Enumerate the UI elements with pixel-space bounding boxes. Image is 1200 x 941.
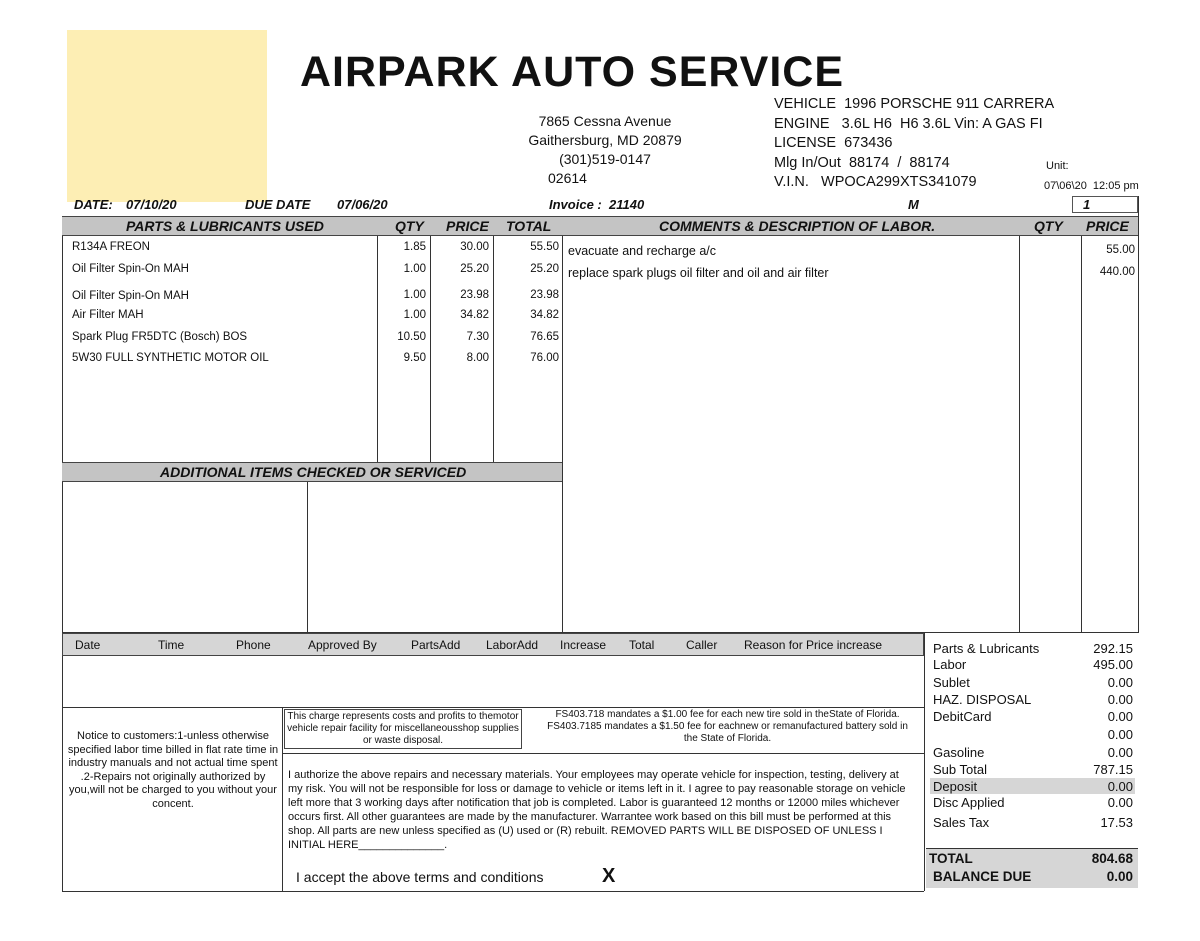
grid-line <box>430 236 431 462</box>
vehicle-line: VEHICLE 1996 PORSCHE 911 CARRERA <box>774 96 1055 112</box>
labor-price: 55.00 <box>1106 244 1135 256</box>
grand-total-label: TOTAL <box>929 851 973 866</box>
address-line: Gaithersburg, MD 20879 <box>528 132 682 148</box>
address-line: (301)519-0147 <box>559 151 651 167</box>
total-value: 292.15 <box>1093 641 1133 656</box>
due-date-label: DUE DATE <box>245 197 311 212</box>
part-qty: 9.50 <box>403 352 426 364</box>
unit-stamp: 07\06\20 12:05 pm <box>1044 180 1139 192</box>
total-label: Sub Total <box>933 762 987 777</box>
part-total: 76.00 <box>530 352 559 364</box>
part-qty: 1.00 <box>403 263 426 275</box>
grid-line <box>62 236 63 633</box>
part-total: 76.65 <box>530 331 559 343</box>
total-label: DebitCard <box>933 709 992 724</box>
part-desc: Air Filter MAH <box>72 309 144 321</box>
vin-line: V.I.N. WPOCA299XTS341079 <box>774 174 977 190</box>
authorization-text: I authorize the above repairs and necessary materials. Your employees may operate vehicle for inspection, testing, delivery at my risk. You will not be responsible for loss or damage to vehicle or items left in it. I agree to pay reasonable storage on vehicle left more that 3 working days after notification that job is completed. Labor is guaranteed 12 months or 12000 miles whichever occurs first. All other guarantees are made by the manufacturer. Warrantee work based on this bill must be performed at this shop. All parts are new unless specified as (U) used or (R) rebuilt. REMOVED PARTS WILL BE DISPOSED OF UNLESS I INITIAL HERE______________. <box>288 769 906 851</box>
total-value: 0.00 <box>1107 795 1133 810</box>
part-desc: R134A FREON <box>72 241 150 253</box>
balance-due-label: BALANCE DUE <box>933 869 1032 884</box>
parts-header-title: PARTS & LUBRICANTS USED <box>126 218 324 234</box>
date-label: DATE: <box>74 197 113 212</box>
total-label: Disc Applied <box>933 795 1005 810</box>
grid-line <box>62 891 924 892</box>
col-parts-add: PartsAdd <box>411 638 461 652</box>
shop-address <box>500 112 710 188</box>
part-qty: 1.85 <box>403 241 426 253</box>
col-approved-by: Approved By <box>308 638 377 652</box>
total-label: Labor <box>933 657 967 672</box>
part-total: 55.50 <box>530 241 559 253</box>
col-total: Total <box>629 638 655 652</box>
parts-price-header: PRICE <box>446 218 489 234</box>
grid-line <box>1081 236 1082 633</box>
invoice-date: 07/10/20 <box>126 197 177 212</box>
invoice-number: 21140 <box>609 197 645 212</box>
labor-desc: replace spark plugs oil filter and oil and air filter <box>568 266 829 280</box>
part-desc: Spark Plug FR5DTC (Bosch) BOS <box>72 331 248 343</box>
part-qty: 1.00 <box>403 309 426 321</box>
total-value: 0.00 <box>1107 692 1133 707</box>
invoice-label: Invoice : <box>549 197 602 212</box>
part-total: 34.82 <box>530 309 559 321</box>
count-box: 1 <box>1072 196 1138 213</box>
unit-label: Unit: <box>1046 160 1069 172</box>
total-value: 0.00 <box>1107 727 1133 742</box>
col-increase: Increase <box>560 638 607 652</box>
part-desc: Oil Filter Spin-On MAH <box>72 263 189 275</box>
grid-line <box>1019 236 1020 633</box>
part-qty: 10.50 <box>397 331 426 343</box>
vehicle-info <box>774 95 1054 193</box>
engine-line: ENGINE 3.6L H6 H6 3.6L Vin: A GAS FI <box>774 115 1043 132</box>
col-date: Date <box>75 638 101 652</box>
grid-line <box>924 633 925 891</box>
part-price: 34.82 <box>460 309 489 321</box>
labor-price: 440.00 <box>1099 266 1135 278</box>
part-desc: Oil Filter Spin-On MAH <box>72 290 189 302</box>
part-price: 23.98 <box>460 289 489 301</box>
parts-total-header: TOTAL <box>506 218 552 234</box>
part-price: 8.00 <box>466 352 489 364</box>
part-total: 23.98 <box>530 289 559 301</box>
additional-items-title: ADDITIONAL ITEMS CHECKED OR SERVICED <box>160 464 467 480</box>
total-label: Sublet <box>933 675 970 690</box>
total-value: 17.53 <box>1100 815 1133 830</box>
grid-line <box>377 236 378 462</box>
part-total: 25.20 <box>530 263 559 275</box>
total-value: 0.00 <box>1107 709 1133 724</box>
signature-mark: X <box>602 865 616 887</box>
grid-line <box>62 707 924 708</box>
col-labor-add: LaborAdd <box>486 638 539 652</box>
total-value: 495.00 <box>1093 657 1133 672</box>
part-price: 25.20 <box>460 263 489 275</box>
grid-line <box>282 753 924 754</box>
total-value: 0.00 <box>1107 675 1133 690</box>
grid-line <box>562 236 563 633</box>
balance-due-value: 0.00 <box>1106 869 1133 884</box>
sticky-note <box>67 30 267 202</box>
unit-info <box>1046 156 1139 196</box>
address-line: 7865 Cessna Avenue <box>538 113 672 129</box>
col-reason: Reason for Price increase <box>744 638 883 652</box>
col-time: Time <box>158 638 185 652</box>
grid-line <box>926 848 1138 849</box>
shop-name: AIRPARK AUTO SERVICE <box>300 48 845 96</box>
charge-note: This charge represents costs and profits to themotor vehicle repair facility for miscellaneousshop supplies or waste disposal. <box>284 709 522 749</box>
m-flag: M <box>908 197 919 212</box>
part-price: 30.00 <box>460 241 489 253</box>
customer-notice: Notice to customers:1-unless otherwise specified labor time billed in flat rate time in industry manuals and not actual time spent .2-Repairs not originally authorized by you,will not be charged to you without your concent. <box>67 730 279 810</box>
tire-fee-note: FS403.718 mandates a $1.00 fee for each new tire sold in theState of Florida. FS403.7185 mandates a $1.50 fee for eachnew or remanufactured battery sold in the State of Florida. <box>547 709 908 744</box>
parts-qty-header: QTY <box>395 218 424 234</box>
labor-desc: evacuate and recharge a/c <box>568 244 717 258</box>
grand-total-value: 804.68 <box>1091 851 1133 866</box>
part-qty: 1.00 <box>403 289 426 301</box>
col-caller: Caller <box>686 638 718 652</box>
approval-header-bar <box>62 633 924 656</box>
address-line: 02614 <box>548 170 587 186</box>
grid-line <box>493 236 494 462</box>
col-phone: Phone <box>236 638 271 652</box>
grid-line <box>62 656 63 892</box>
accept-terms-text: I accept the above terms and conditions <box>296 869 544 885</box>
labor-header-title: COMMENTS & DESCRIPTION OF LABOR. <box>659 218 936 234</box>
total-label: Parts & Lubricants <box>933 641 1040 656</box>
total-value: 787.15 <box>1093 762 1133 777</box>
part-desc: 5W30 FULL SYNTHETIC MOTOR OIL <box>72 352 269 364</box>
grid-line <box>307 482 308 633</box>
mileage-line: Mlg In/Out 88174 / 88174 <box>774 154 950 171</box>
license-line: LICENSE 673436 <box>774 135 893 151</box>
parts-header-bar <box>62 216 562 236</box>
grid-line <box>1138 196 1139 633</box>
labor-header-bar <box>562 216 1138 236</box>
labor-qty-header: QTY <box>1034 218 1063 234</box>
total-label: Sales Tax <box>933 815 990 830</box>
grid-line <box>282 707 283 891</box>
due-date: 07/06/20 <box>337 197 388 212</box>
additional-items-bar <box>62 462 562 482</box>
total-label: Deposit <box>933 779 978 794</box>
part-price: 7.30 <box>466 331 489 343</box>
total-label: Gasoline <box>933 745 985 760</box>
total-label: HAZ. DISPOSAL <box>933 692 1032 707</box>
labor-price-header: PRICE <box>1086 218 1129 234</box>
total-value: 0.00 <box>1107 745 1133 760</box>
total-value: 0.00 <box>1107 779 1133 794</box>
